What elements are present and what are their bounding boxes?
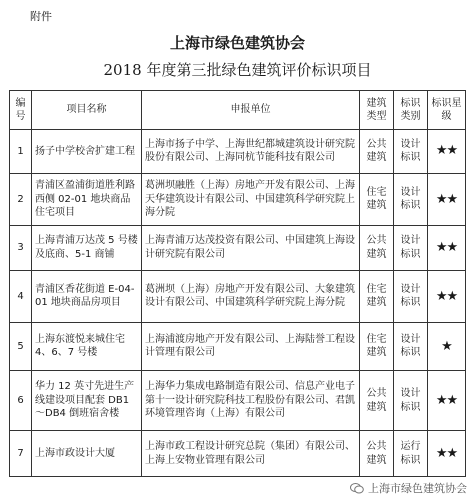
column-header-star-rating: 标识星级 [428, 91, 466, 130]
label-category: 设计标识 [394, 270, 428, 323]
label-category: 设计标识 [394, 323, 428, 371]
label-category: 设计标识 [394, 130, 428, 174]
star-rating: ★★ [428, 173, 466, 226]
project-name: 上海市政设计大厦 [32, 431, 142, 477]
label-category: 设计标识 [394, 173, 428, 226]
table-row [10, 431, 466, 477]
star-rating: ★★ [428, 130, 466, 174]
row-number: 2 [10, 173, 32, 226]
star-rating: ★★ [428, 226, 466, 271]
building-type: 公共建筑 [360, 226, 394, 271]
applicant-unit: 上海市扬子中学、上海世纪都城建筑设计研究院股份有限公司、上海同杭节能科技有限公司 [142, 130, 360, 174]
star-rating: ★ [428, 323, 466, 371]
table-row [10, 323, 466, 371]
table-header-row [10, 91, 466, 130]
applicant-unit: 上海青浦万达茂投资有限公司、中国建筑上海设计研究院有限公司 [142, 226, 360, 271]
building-type: 公共建筑 [360, 130, 394, 174]
watermark [350, 480, 467, 496]
applicant-unit: 上海市政工程设计研究总院（集团）有限公司、上海上安物业管理有限公司 [142, 431, 360, 477]
star-rating: ★★ [428, 431, 466, 477]
row-number: 1 [10, 130, 32, 174]
column-header-number: 编号 [10, 91, 32, 130]
building-type: 公共建筑 [360, 370, 394, 431]
wechat-icon [350, 483, 364, 494]
star-rating: ★★ [428, 270, 466, 323]
project-name: 青浦区香花街道 E-04-01 地块商品房项目 [32, 270, 142, 323]
project-name: 华力 12 英寸先进生产线建设项目配套 DB1～DB4 倒班宿舍楼 [32, 370, 142, 431]
applicant-unit: 葛洲坝融胜（上海）房地产开发有限公司、上海天华建筑设计有限公司、中国建筑科学研究院上海分院 [142, 173, 360, 226]
building-type: 住宅建筑 [360, 323, 394, 371]
row-number: 4 [10, 270, 32, 323]
organization-title: 上海市绿色建筑协会 [169, 34, 305, 52]
label-category: 运行标识 [394, 431, 428, 477]
applicant-unit: 葛洲坝（上海）房地产开发有限公司、大象建筑设计有限公司、中国建筑科学研究院上海分院 [142, 270, 360, 323]
project-name: 上海青浦万达茂 5 号楼及底商、5-1 商铺 [32, 226, 142, 271]
table-row [10, 270, 466, 323]
row-number: 6 [10, 370, 32, 431]
watermark-text: 上海市绿色建筑协会 [368, 482, 467, 495]
column-header-project-name: 项目名称 [32, 91, 142, 130]
star-rating: ★★ [428, 370, 466, 431]
building-type: 住宅建筑 [360, 173, 394, 226]
building-type: 住宅建筑 [360, 270, 394, 323]
row-number: 7 [10, 431, 32, 477]
table-row [10, 130, 466, 174]
attachment-label: 附件 [30, 10, 52, 23]
label-category: 设计标识 [394, 226, 428, 271]
project-name: 上海东渡悦来城住宅 4、6、7 号楼 [32, 323, 142, 371]
column-header-building-type: 建筑类型 [360, 91, 394, 130]
project-name: 青浦区盈浦街道胜利路西侧 02-01 地块商品住宅项目 [32, 173, 142, 226]
applicant-unit: 上海华力集成电路制造有限公司、信息产业电子第十一设计研究院科技工程股份有限公司、君凯环境管理咨询（上海）有限公司 [142, 370, 360, 431]
applicant-unit: 上海浦渡房地产开发有限公司、上海陆誉工程设计管理有限公司 [142, 323, 360, 371]
project-table [9, 90, 466, 477]
column-header-applicant: 申报单位 [142, 91, 360, 130]
row-number: 3 [10, 226, 32, 271]
project-name: 扬子中学校舍扩建工程 [32, 130, 142, 174]
row-number: 5 [10, 323, 32, 371]
document-title: 2018 年度第三批绿色建筑评价标识项目 [103, 61, 372, 79]
table-row [10, 173, 466, 226]
table-row [10, 370, 466, 431]
column-header-label-category: 标识类别 [394, 91, 428, 130]
table-row [10, 226, 466, 271]
building-type: 公共建筑 [360, 431, 394, 477]
label-category: 设计标识 [394, 370, 428, 431]
